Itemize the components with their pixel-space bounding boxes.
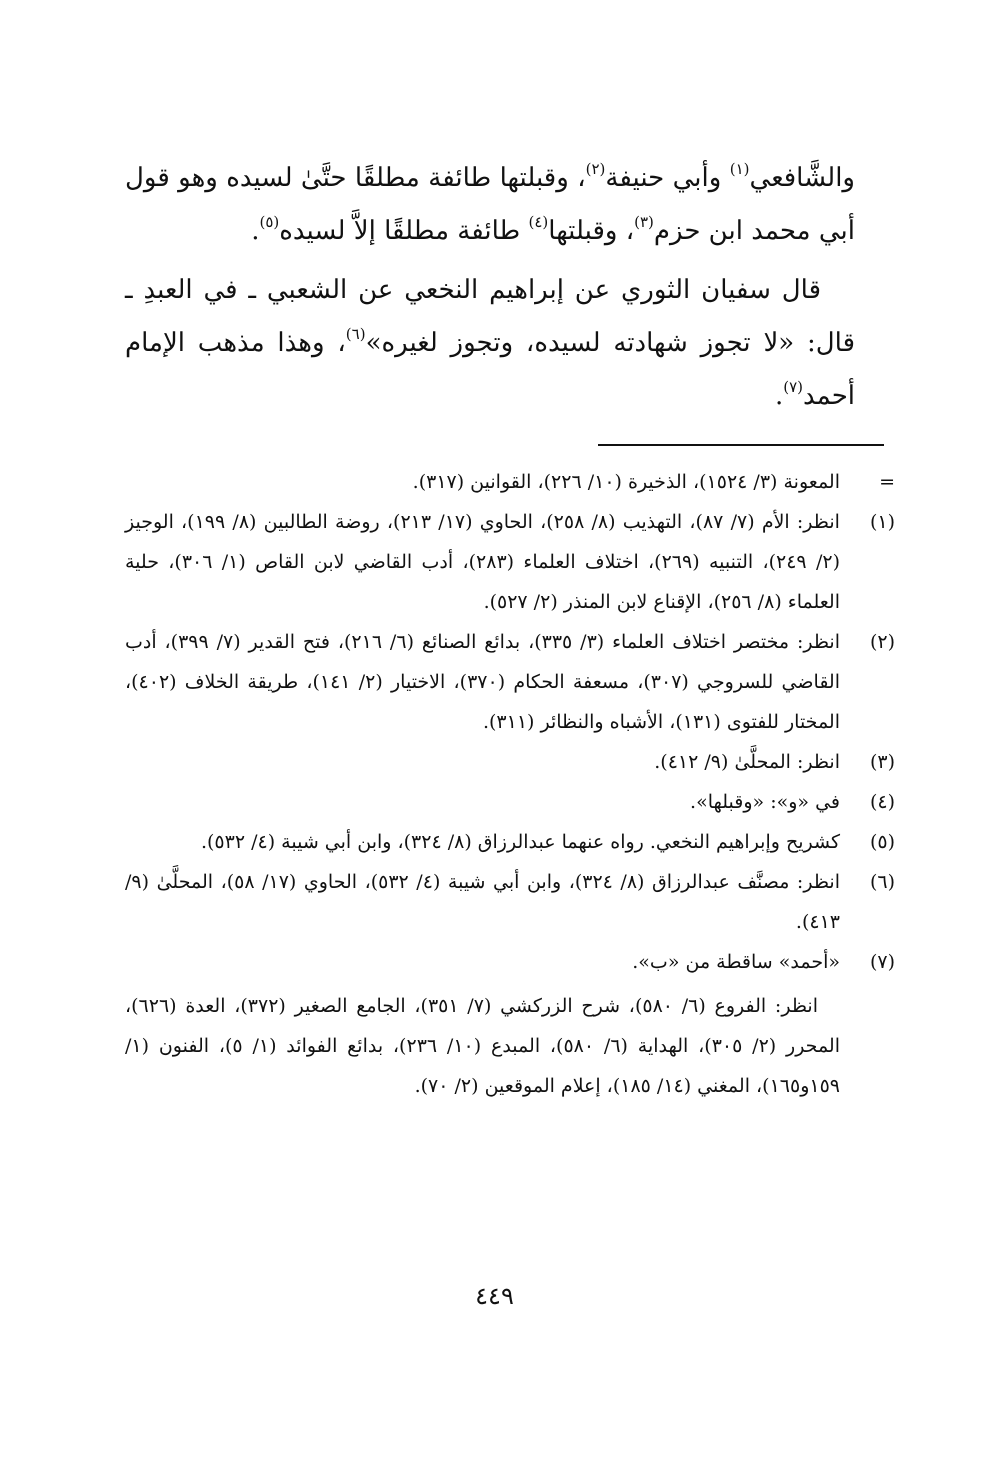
footnotes <box>125 462 895 1106</box>
footnote-number: (٧) <box>869 951 895 973</box>
footnote-2 <box>125 622 895 742</box>
text-run: ، وقبلتها <box>548 216 635 246</box>
footnote-number: (٣) <box>869 751 895 773</box>
footnote-number: (١) <box>869 511 895 533</box>
footnote-continuation <box>125 462 895 502</box>
footnote-7 <box>125 942 895 982</box>
text-run: . <box>251 216 260 246</box>
text-run: والشَّافعي <box>749 163 855 193</box>
footnote-number: (٥) <box>869 831 895 853</box>
footnote-text: في «و»: «وقبلها». <box>690 791 840 813</box>
footnote-ref-3[interactable]: (٣) <box>634 213 654 231</box>
footnote-text: انظر: الأم (٧/ ٨٧)، التهذيب (٨/ ٢٥٨)، الحاوي (١٧/ ٢١٣)، روضة الطالبين (٨/ ١٩٩)، الوجيز (٢/ ٢٤٩)، التنبيه (٢٦٩)، اختلاف العلماء (٢٨٣)، أدب القاضي لابن القاص (١/ ٣٠٦)، حلية العلماء (٨/ ٢٥٦)، الإقناع لابن المنذر (٢/ ٥٢٧). <box>125 511 840 613</box>
text-run: وأبي حنيفة <box>605 163 730 193</box>
text-run: قال سفيان الثوري عن إبراهيم النخعي عن الشعبي ـ في العبدِ ـ قال: «لا تجوز شهادته لسيده، وتجوز لغيره» <box>125 275 855 358</box>
footnote-number: (٤) <box>869 791 895 813</box>
footnote-ref-7[interactable]: (٧) <box>783 378 804 396</box>
main-text <box>125 152 855 423</box>
paragraph-2 <box>125 264 855 423</box>
footnote-ref-6[interactable]: (٦) <box>345 325 366 343</box>
footnote-5 <box>125 822 895 862</box>
text-run: . <box>774 381 784 411</box>
text-run: طائفة مطلقًا إلاَّ لسيده <box>279 216 529 246</box>
paragraph-1 <box>125 152 855 258</box>
footnote-4 <box>125 782 895 822</box>
footnote-7-continuation: انظر: الفروع (٦/ ٥٨٠)، شرح الزركشي (٧/ ٣٥١)، الجامع الصغير (٣٧٢)، العدة (٦٢٦)، المحرر (٢/ ٣٠٥)، الهداية (٦/ ٥٨٠)، المبدع (١٠/ ٢٣٦)، بدائع الفوائد (١/ ٥)، الفنون (١/ ١٥٩و١٦٥)، المغني (١٤/ ١٨٥)، إعلام الموقعين (٢/ ٧٠). <box>125 995 840 1097</box>
text-run: ، وقبلتها طائفة مطلقًا حتَّىٰ لسيده وهو قول أبي محمد ابن حزم <box>125 163 855 246</box>
page-number: ٤٤٩ <box>475 1282 514 1310</box>
footnote-text: كشريح وإبراهيم النخعي. رواه عنهما عبدالرزاق (٨/ ٣٢٤)، وابن أبي شيبة (٤/ ٥٣٢). <box>200 831 840 853</box>
footnote-1 <box>125 502 895 622</box>
continuation-mark: = <box>879 471 895 493</box>
footnote-text: انظر: المحلَّىٰ (٩/ ٤١٢). <box>654 751 840 773</box>
footnote-number: (٦) <box>869 871 895 893</box>
footnote-6 <box>125 862 895 942</box>
footnote-text: «أحمد» ساقطة من «ب». <box>632 951 840 973</box>
footnote-text: انظر: مصنَّف عبدالرزاق (٨/ ٣٢٤)، وابن أبي شيبة (٤/ ٥٣٢)، الحاوي (١٧/ ٥٨)، المحلَّىٰ (٩/ ٤١٣). <box>125 871 840 933</box>
footnote-text: انظر: مختصر اختلاف العلماء (٣/ ٣٣٥)، بدائع الصنائع (٦/ ٢١٦)، فتح القدير (٧/ ٣٩٩)، أدب القاضي للسروجي (٣٠٧)، مسعفة الحكام (٣٧٠)، الاختيار (٢/ ١٤١)، طريقة الخلاف (٤٠٢)، المختار للفتوى (١٣١)، الأشباه والنظائر (٣١١). <box>125 631 841 733</box>
footnote-ref-5[interactable]: (٥) <box>259 213 280 231</box>
footnote-ref-4[interactable]: (٤) <box>528 213 549 231</box>
footnote-number: (٢) <box>869 631 895 653</box>
footnote-ref-1[interactable]: (١) <box>729 160 750 178</box>
footnote-ref-2[interactable]: (٢) <box>585 160 606 178</box>
footnote-3 <box>125 742 895 782</box>
text-run: ، وهذا مذهب الإمام أحمد <box>125 328 855 411</box>
footnote-separator <box>598 444 884 446</box>
footnote-text: المعونة (٣/ ١٥٢٤)، الذخيرة (١٠/ ٢٢٦)، القوانين (٣١٧). <box>412 471 840 493</box>
